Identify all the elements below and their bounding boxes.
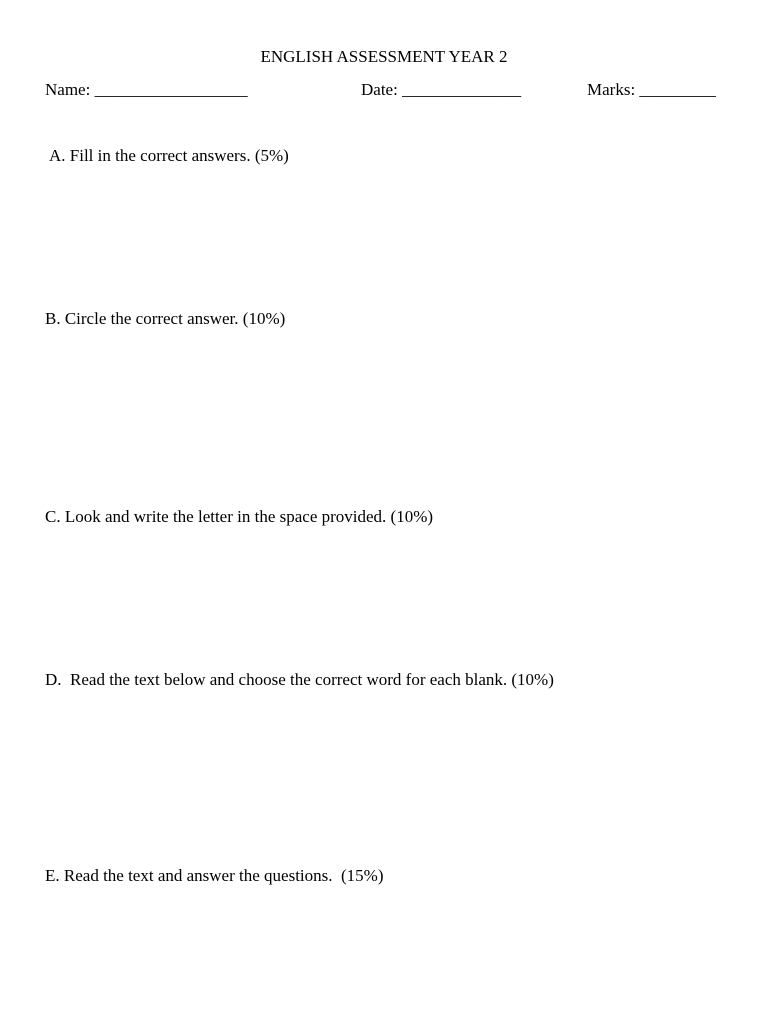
date-field: Date: ______________ bbox=[361, 80, 522, 99]
section-e-heading: E. Read the text and answer the questions. (15%) bbox=[45, 866, 384, 885]
page-title: ENGLISH ASSESSMENT YEAR 2 bbox=[260, 47, 508, 66]
marks-field: Marks: _________ bbox=[587, 80, 716, 99]
name-field: Name: __________________ bbox=[45, 80, 248, 99]
section-d-heading: D. Read the text below and choose the correct word for each blank. (10%) bbox=[45, 670, 554, 689]
section-b-heading: B. Circle the correct answer. (10%) bbox=[45, 309, 286, 328]
section-c-heading: C. Look and write the letter in the space provided. (10%) bbox=[45, 507, 434, 526]
section-a-heading: A. Fill in the correct answers. (5%) bbox=[49, 146, 289, 165]
